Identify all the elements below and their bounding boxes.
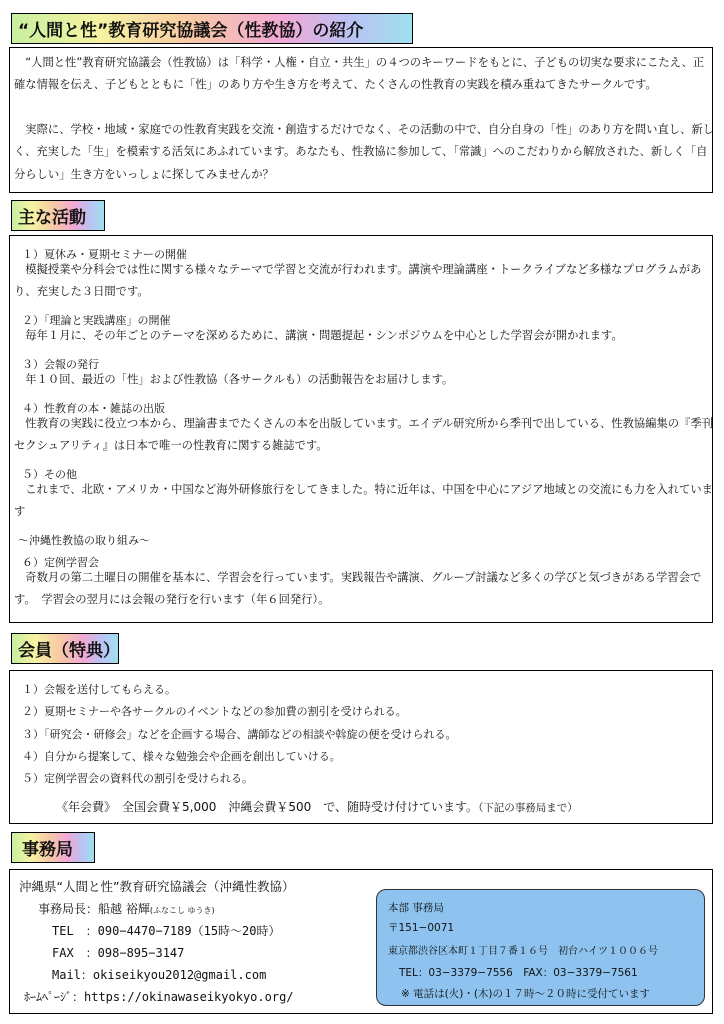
office-head-name: 船越 裕輝 <box>98 902 150 916</box>
hq-address: 東京都渋谷区本町１丁目７番１６号 初台ハイツ１００６号 <box>388 946 658 957</box>
activity-4-body: 性教育の実践に役立つ本から、理論書までたくさんの本を出版しています。エイデル研究所から季刊で出している、性教協編集の『季刊 セクシュアリティ』は日本で唯一の性教育に関する雑誌です。 <box>14 417 713 453</box>
headquarters-box <box>376 889 705 1006</box>
activity-5-title: ５）その他 <box>22 468 77 481</box>
hq-note: ※ 電話は(火)・(木)の１７時〜２０時に受付ています <box>401 988 651 1000</box>
intro-paragraph-2: 実際に、学校・地域・家庭での性教育実践を交流・創造するだけでなく、その活動の中で、自分自身の「性」のあり方を問い直し、新しく、充実した「生」を模索する活気にあふれています。あなたも、性教協に参加して、「常識」へのこだわりから解放された、新しく「自分らしい」生き方をいっしょに探してみませんか？ <box>14 123 714 181</box>
office-mail[interactable]: Mail：okiseikyou2012@gmail.com <box>52 968 267 982</box>
activity-6-body: 奇数月の第二土曜日の開催を基本に、学習会を行っています。実践報告や講演、グループ討議など多くの学びと気づきがある学習会です。 学習会の翌月には会報の発行を行います（年６回発行）。 <box>14 571 702 607</box>
activity-3-title: ３）会報の発行 <box>22 358 99 371</box>
member-benefit-4: ４）自分から提案して、様々な勉強会や企画を創出していける。 <box>22 750 341 763</box>
okinawa-activities-subheading: 〜沖縄性教協の取り組み〜 <box>18 534 150 547</box>
hq-telfax: TEL：03−3379−7556 FAX：03−3379−7561 <box>399 967 638 979</box>
activity-2-title: ２）「理論と実践講座」の開催 <box>22 314 171 327</box>
hq-label: 本部 事務局 <box>388 902 444 914</box>
activity-5-body: これまで、北欧・アメリカ・中国など海外研修旅行をしてきました。特に近年は、中国を中心にアジア地域との交流にも力を入れています <box>14 483 713 519</box>
activity-4-title: ４）性教育の本・雑誌の出版 <box>22 402 165 415</box>
activity-1-title: １）夏休み・夏期セミナーの開催 <box>22 248 187 261</box>
member-benefit-1: １）会報を送付してもらえる。 <box>22 683 176 696</box>
member-benefit-5: ５）定例学習会の資料代の割引を受けられる。 <box>22 772 253 785</box>
intro-paragraph-1: “人間と性”教育研究協議会（性教協）は「科学・人権・自立・共生」の４つのキーワードをもとに、子どもの切実な要求にこたえ、正確な情報を伝え、子どもとともに「性」のあり方や生き方を考えて、たくさんの性教育の実践を積み重ねてきたサークルです。 <box>14 56 705 92</box>
annual-fee <box>56 798 578 815</box>
office-tel: TEL ：090−4470−7189（15時〜20時） <box>52 924 281 938</box>
activity-2-body: 毎年１月に、その年ごとのテーマを深めるために、講演・問題提起・シンポジウムを中心とした学習会が開かれます。 <box>14 329 623 342</box>
members-heading: 会員（特典） <box>11 633 119 664</box>
office-org-name: 沖縄県“人間と性”教育研究協議会（沖縄性教協） <box>19 879 295 894</box>
activity-3-body: 年１０回、最近の「性」および性教協（各サークルも）の活動報告をお届けします。 <box>14 373 454 386</box>
activities-heading: 主な活動 <box>11 200 105 231</box>
office-head-kana: (ふなこし ゆうき) <box>149 906 215 915</box>
intro-heading: “人間と性”教育研究協議会（性教協）の紹介 <box>11 13 413 44</box>
office-fax: FAX ：098−895−3147 <box>52 946 185 960</box>
annual-fee-text: 《年会費》 全国会費￥5,000 沖縄会費￥500 で、随時受け付けています。 <box>56 800 479 814</box>
activity-1-body: 模擬授業や分科会では性に関する様々なテーマで学習と交流が行われます。講演や理論講座・トークライブなど多様なプログラムがあり、充実した３日間です。 <box>14 263 702 299</box>
member-benefit-2: ２）夏期セミナーや各サークルのイベントなどの参加費の割引を受けられる。 <box>22 705 407 718</box>
member-benefit-3: ３）「研究会・研修会」などを企画する場合、講師などの相談や斡旋の便を受けられる。 <box>22 728 457 741</box>
annual-fee-note: （下記の事務局まで） <box>478 802 578 814</box>
activity-6-title: ６）定例学習会 <box>22 556 99 569</box>
office-head-label: 事務局長： <box>38 902 99 916</box>
office-heading: 事務局 <box>11 832 95 863</box>
hq-zip: 〒151−0071 <box>388 922 455 934</box>
office-homepage[interactable]: ﾎｰﾑﾍﾟｰｼﾞ：https://okinawaseikyokyo.org/ <box>24 990 294 1004</box>
office-head <box>38 900 215 917</box>
